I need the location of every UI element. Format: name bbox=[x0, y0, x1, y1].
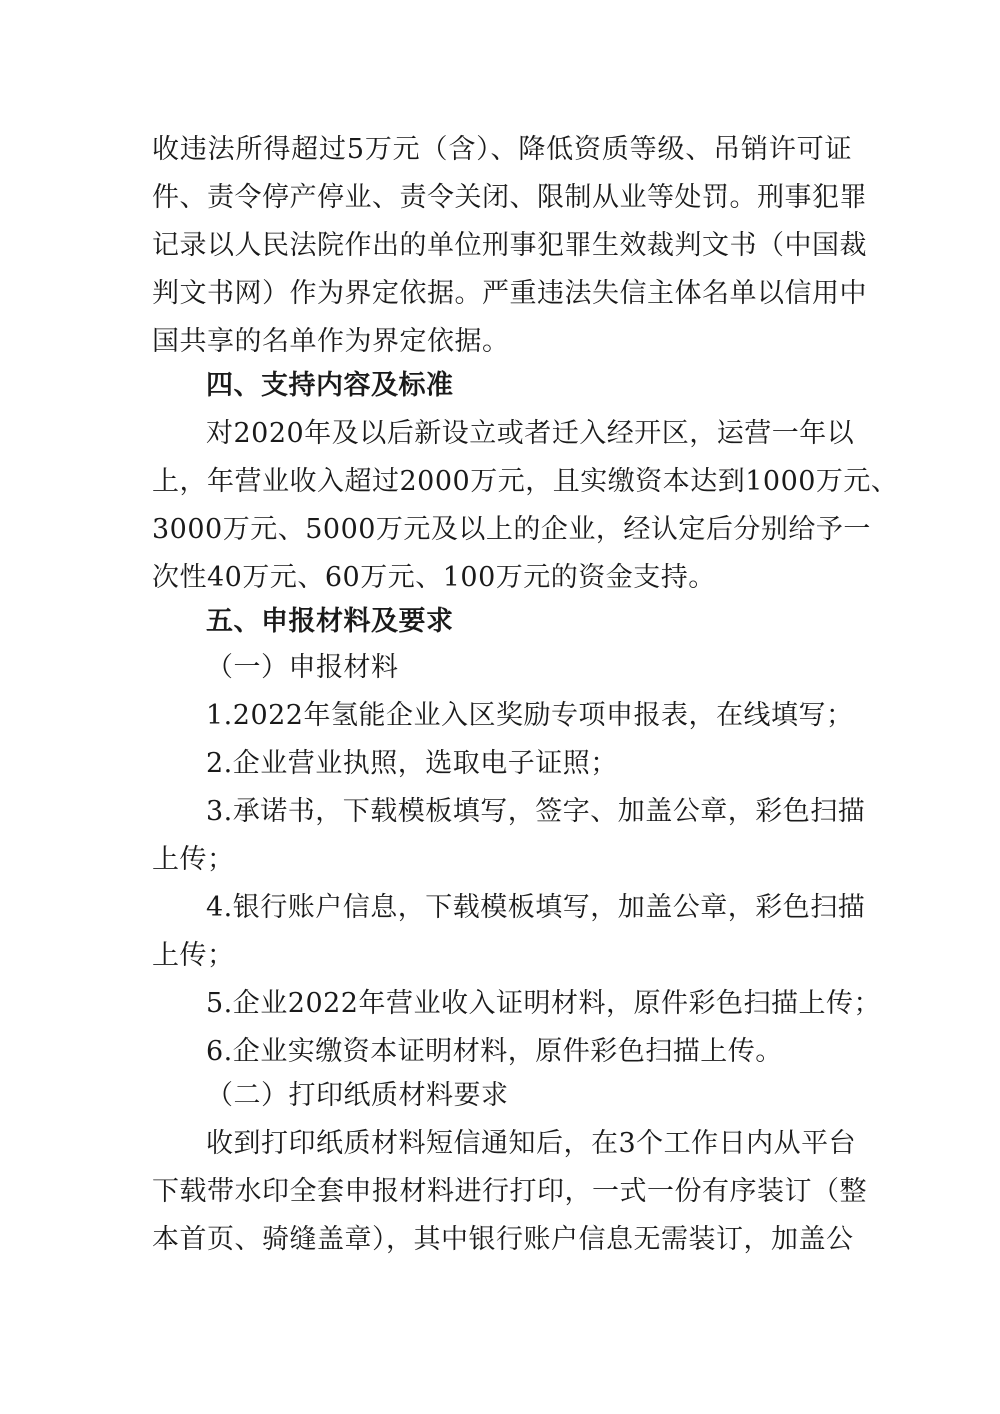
list-item-5: 5.企业2022年营业收入证明材料，原件彩色扫描上传； bbox=[206, 988, 881, 1019]
paragraph-line: 3000万元、5000万元及以上的企业，经认定后分别给予一 bbox=[152, 514, 871, 545]
list-item-2: 2.企业营业执照，选取电子证照； bbox=[206, 748, 618, 779]
paragraph-line: 上，年营业收入超过2000万元，且实缴资本达到1000万元、 bbox=[152, 466, 899, 497]
list-item-3-continued: 上传； bbox=[152, 844, 235, 875]
list-item-3: 3.承诺书，下载模板填写，签字、加盖公章，彩色扫描 bbox=[206, 796, 866, 827]
paragraph-line: 收到打印纸质材料短信通知后，在3个工作日内从平台 bbox=[206, 1128, 857, 1159]
paragraph-line: 判文书网）作为界定依据。严重违法失信主体名单以信用中 bbox=[152, 278, 867, 309]
subsection-heading-1: （一）申报材料 bbox=[206, 652, 399, 683]
paragraph-line: 国共享的名单作为界定依据。 bbox=[152, 326, 510, 357]
paragraph-line: 收违法所得超过5万元（含）、降低资质等级、吊销许可证 bbox=[152, 134, 852, 165]
paragraph-line: 本首页、骑缝盖章），其中银行账户信息无需装订，加盖公 bbox=[152, 1224, 854, 1255]
paragraph-line: 件、责令停产停业、责令关闭、限制从业等处罚。刑事犯罪 bbox=[152, 182, 867, 213]
paragraph-line: 对2020年及以后新设立或者迁入经开区，运营一年以 bbox=[206, 418, 855, 449]
list-item-4: 4.银行账户信息，下载模板填写，加盖公章，彩色扫描 bbox=[206, 892, 866, 923]
paragraph-line: 次性40万元、60万元、100万元的资金支持。 bbox=[152, 562, 716, 593]
subsection-heading-2: （二）打印纸质材料要求 bbox=[206, 1080, 509, 1111]
list-item-6: 6.企业实缴资本证明材料，原件彩色扫描上传。 bbox=[206, 1036, 783, 1067]
section-heading-4: 四、支持内容及标准 bbox=[206, 370, 454, 401]
paragraph-line: 下载带水印全套申报材料进行打印，一式一份有序装订（整 bbox=[152, 1176, 867, 1207]
paragraph-line: 记录以人民法院作出的单位刑事犯罪生效裁判文书（中国裁 bbox=[152, 230, 867, 261]
section-heading-5: 五、申报材料及要求 bbox=[206, 606, 454, 637]
list-item-1: 1.2022年氢能企业入区奖励专项申报表，在线填写； bbox=[206, 700, 854, 731]
list-item-4-continued: 上传； bbox=[152, 940, 235, 971]
